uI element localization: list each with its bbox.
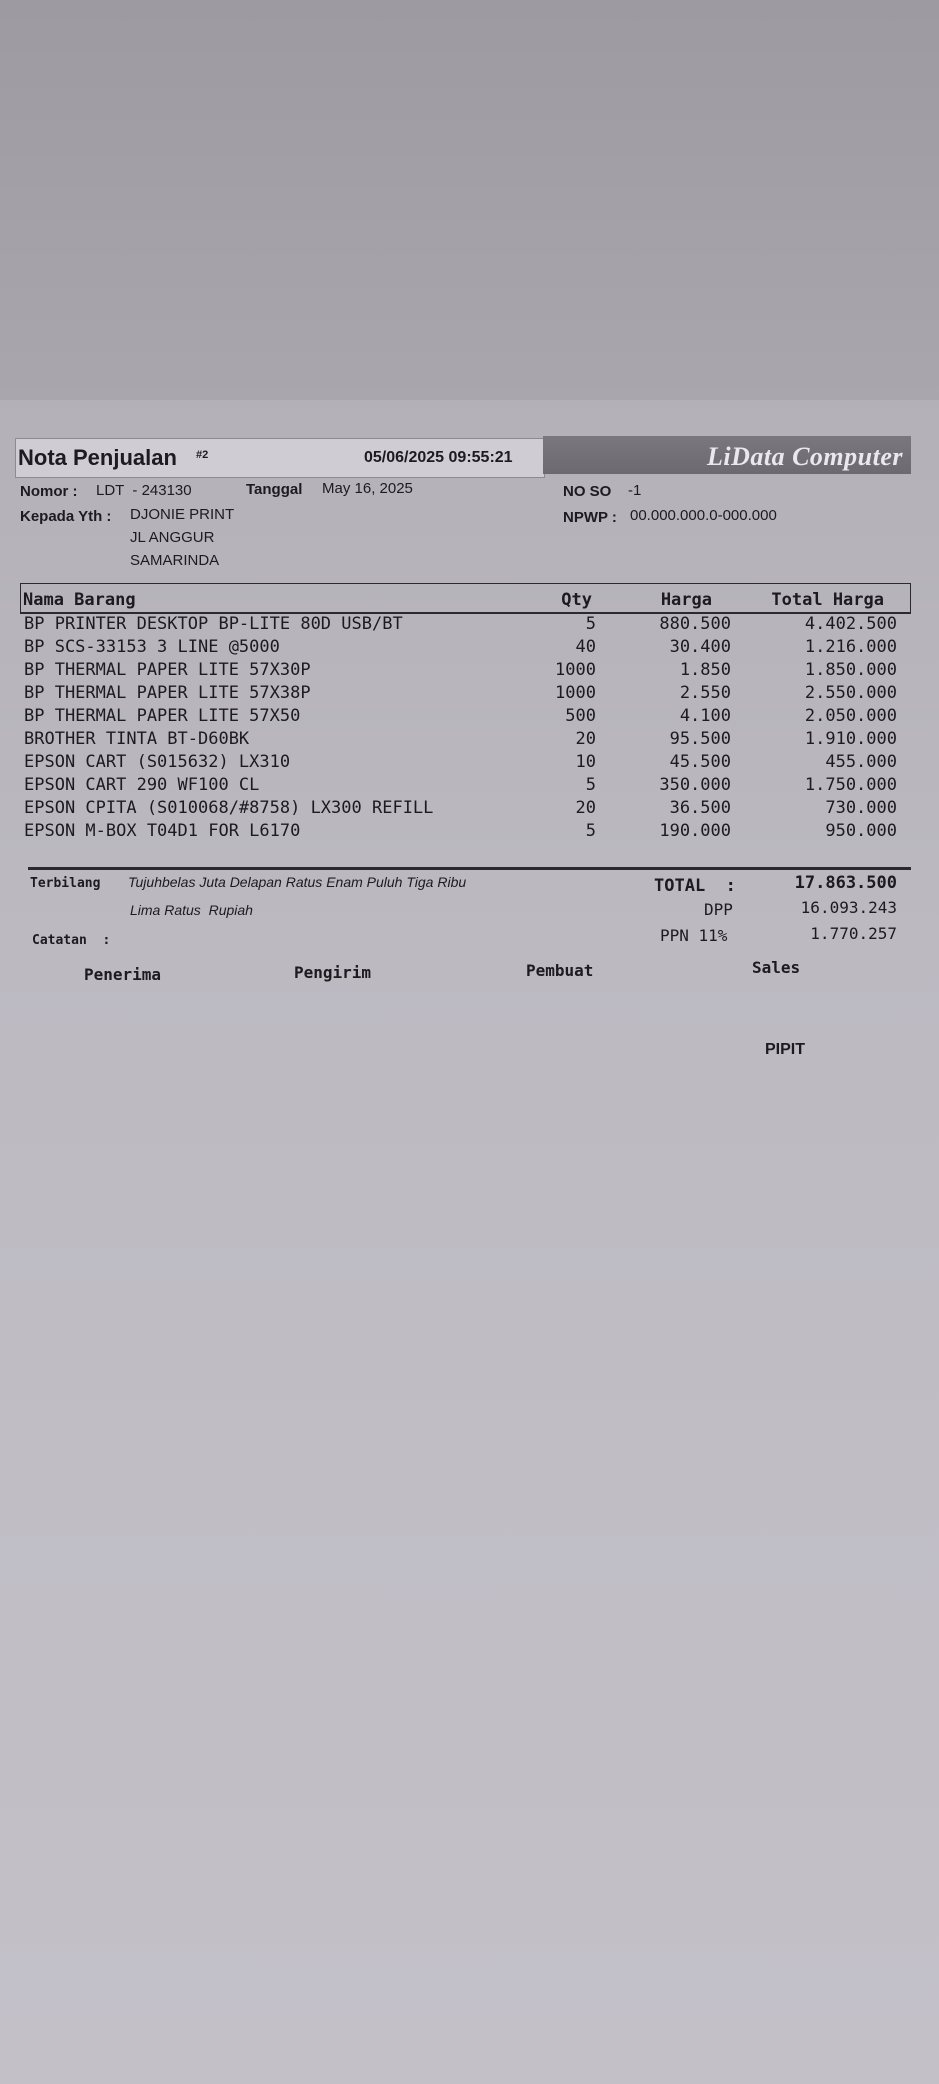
item-price: 95.500: [669, 729, 731, 749]
item-name: EPSON M-BOX T04D1 FOR L6170: [24, 821, 301, 841]
item-qty: 1000: [555, 660, 596, 680]
item-price: 880.500: [659, 614, 731, 634]
item-name: EPSON CART 290 WF100 CL: [24, 775, 260, 795]
item-name: BP PRINTER DESKTOP BP-LITE 80D USB/BT: [24, 614, 403, 634]
table-row: [20, 821, 911, 843]
sales-invoice-document: [0, 400, 939, 2084]
column-header-total-harga: Total Harga: [771, 590, 884, 610]
item-total: 455.000: [825, 752, 897, 772]
column-header-nama-barang: Nama Barang: [23, 590, 136, 610]
item-name: EPSON CPITA (S010068/#8758) LX300 REFILL: [24, 798, 434, 818]
item-name: BROTHER TINTA BT-D60BK: [24, 729, 250, 749]
terbilang-line1: Tujuhbelas Juta Delapan Ratus Enam Puluh Tiga Ribu: [128, 874, 467, 890]
tanggal-label: Tanggal: [246, 481, 303, 498]
item-price: 1.850: [679, 660, 731, 680]
item-qty: 10: [575, 752, 596, 772]
item-name: BP THERMAL PAPER LITE 57X38P: [24, 683, 311, 703]
npwp-value: 00.000.000.0-000.000: [630, 507, 777, 524]
column-header-qty: Qty: [561, 590, 592, 610]
table-header: [20, 583, 911, 614]
tanggal-value: May 16, 2025: [322, 480, 413, 497]
item-price: 190.000: [659, 821, 731, 841]
table-row: [20, 614, 911, 636]
item-name: BP THERMAL PAPER LITE 57X50: [24, 706, 301, 726]
item-price: 350.000: [659, 775, 731, 795]
item-total: 4.402.500: [804, 614, 897, 634]
item-qty: 500: [565, 706, 596, 726]
ppn-value: 1.770.257: [810, 924, 897, 943]
item-name: BP SCS-33153 3 LINE @5000: [24, 637, 280, 657]
item-qty: 1000: [555, 683, 596, 703]
brand-box: [543, 436, 911, 474]
terbilang-line2: Lima Ratus Rupiah: [130, 902, 253, 918]
ppn-label: PPN 11%: [660, 926, 728, 945]
table-row: [20, 752, 911, 774]
item-price: 45.500: [669, 752, 731, 772]
item-total: 950.000: [825, 821, 897, 841]
table-row: [20, 729, 911, 751]
item-total: 1.850.000: [804, 660, 897, 680]
dpp-label: DPP: [704, 900, 733, 919]
item-total: 1.910.000: [804, 729, 897, 749]
summary-divider: [28, 867, 911, 870]
document-title: Nota Penjualan: [18, 445, 177, 470]
item-qty: 5: [585, 775, 596, 795]
total-value: 17.863.500: [794, 873, 897, 893]
brand-logo: LiData Computer: [706, 442, 903, 471]
item-qty: 20: [575, 729, 596, 749]
customer-address-line1: JL ANGGUR: [130, 529, 215, 546]
kepada-label: Kepada Yth :: [20, 508, 112, 525]
item-total: 2.550.000: [804, 683, 897, 703]
item-name: BP THERMAL PAPER LITE 57X30P: [24, 660, 311, 680]
paper-background-top: [0, 0, 939, 400]
item-price: 36.500: [669, 798, 731, 818]
signature-penerima: Penerima: [84, 965, 162, 984]
nomor-value: LDT - 243130: [96, 482, 192, 499]
items-table: [20, 583, 911, 841]
signature-pengirim: Pengirim: [294, 963, 372, 982]
table-row: [20, 683, 911, 705]
item-qty: 20: [575, 798, 596, 818]
item-total: 2.050.000: [804, 706, 897, 726]
signature-pembuat: Pembuat: [526, 961, 594, 980]
dpp-value: 16.093.243: [800, 898, 897, 917]
table-row: [20, 706, 911, 728]
customer-name: DJONIE PRINT: [130, 506, 235, 523]
terbilang-label: Terbilang: [30, 876, 101, 891]
table-row: [20, 637, 911, 659]
column-header-harga: Harga: [660, 590, 712, 610]
title-bar: [15, 438, 545, 478]
catatan-label: Catatan :: [32, 933, 111, 948]
item-price: 4.100: [679, 706, 731, 726]
table-row: [20, 798, 911, 820]
item-qty: 40: [575, 637, 596, 657]
nomor-label: Nomor :: [20, 483, 78, 500]
npwp-label: NPWP :: [563, 509, 617, 526]
item-price: 2.550: [679, 683, 731, 703]
item-price: 30.400: [669, 637, 731, 657]
noso-label: NO SO: [563, 483, 612, 500]
table-row: [20, 775, 911, 797]
printed-timestamp: 05/06/2025 09:55:21: [364, 449, 513, 466]
item-name: EPSON CART (S015632) LX310: [24, 752, 291, 772]
item-total: 1.216.000: [804, 637, 897, 657]
customer-address-line2: SAMARINDA: [130, 552, 220, 569]
item-total: 1.750.000: [804, 775, 897, 795]
noso-value: -1: [628, 482, 642, 499]
item-qty: 5: [585, 821, 596, 841]
sales-name: PIPIT: [765, 1041, 806, 1058]
item-total: 730.000: [825, 798, 897, 818]
copy-mark: #2: [196, 449, 209, 461]
signature-sales: Sales: [752, 958, 801, 977]
item-qty: 5: [585, 614, 596, 634]
table-row: [20, 660, 911, 682]
total-label: TOTAL :: [654, 876, 736, 896]
